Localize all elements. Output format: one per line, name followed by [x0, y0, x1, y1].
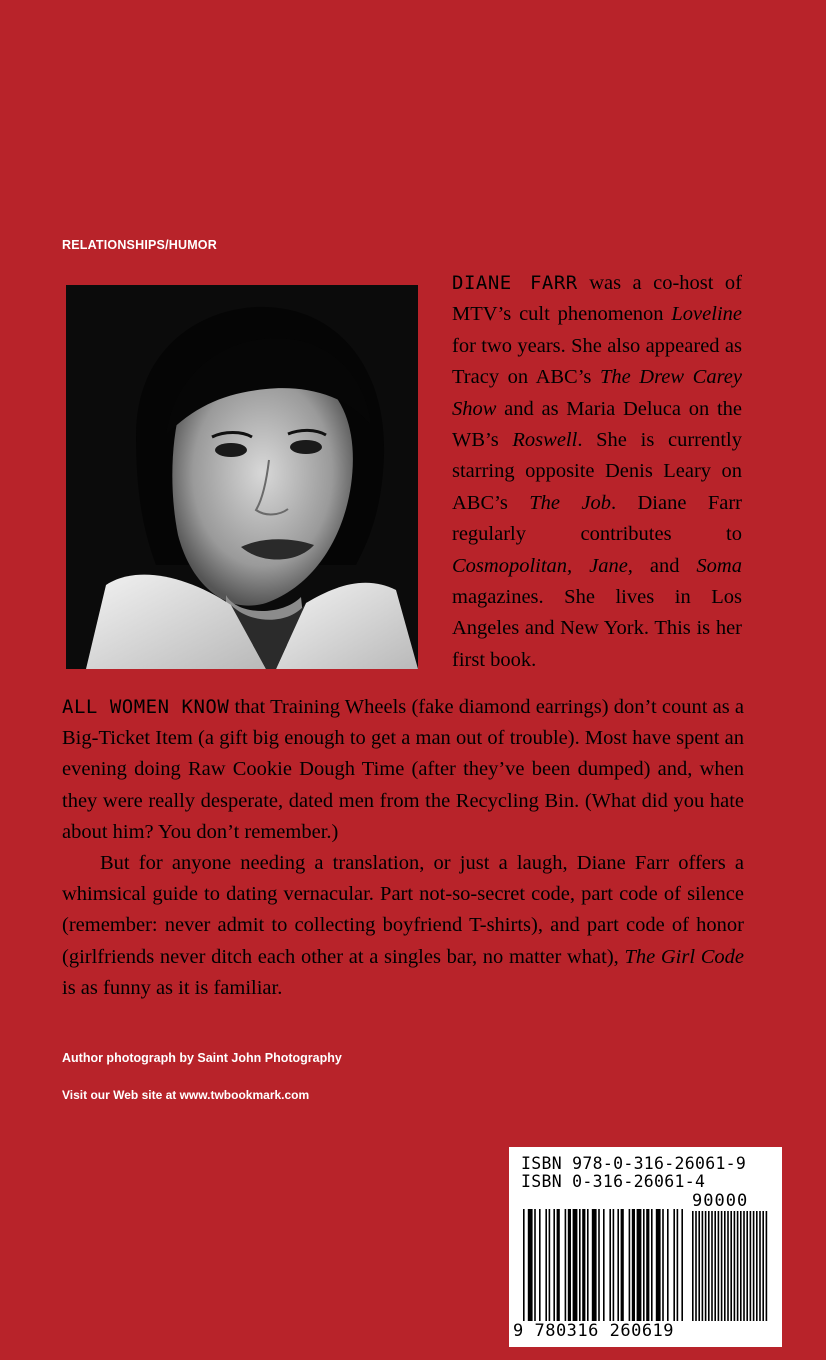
photo-credit: Author photograph by Saint John Photography — [62, 1051, 342, 1065]
bio-segment: for two years. She also appeared as Tracy on ABC’s — [452, 334, 742, 389]
barcode-bar — [609, 1209, 611, 1321]
barcode-bar — [629, 1209, 631, 1321]
bio-segment: Loveline — [671, 303, 742, 326]
bio-segment: magazines. She lives in Los Angeles and New York. This is her first book. — [452, 586, 742, 671]
addon-barcode-bars — [692, 1211, 768, 1321]
isbn-10: ISBN 0-316-26061-4 — [521, 1172, 706, 1191]
description-segment: But for anyone needing a translation, or just a laugh, Diane Farr offers a whimsical guide to dating vernacular. Part not-so-secret code, part code of silence (remember: never admit to collecting boyfriend T-shirts), and part code of honor (girlfriends never ditch each other at a singles bar, no matter what), — [62, 852, 744, 968]
bio-segment: The Drew Carey Show — [452, 366, 742, 420]
bio-segment: and — [632, 554, 697, 577]
barcode-bar — [695, 1211, 697, 1321]
barcode-bar — [582, 1209, 585, 1321]
author-bio-text — [452, 272, 742, 671]
barcode-bar — [528, 1209, 533, 1321]
price-addon-number: 90000 — [692, 1191, 749, 1211]
barcode-bar — [568, 1209, 571, 1321]
ean-number: 9 780316 260619 — [513, 1321, 675, 1341]
description-segment: The Girl Code — [624, 945, 744, 968]
barcode-bar — [523, 1209, 525, 1321]
barcode-bar — [539, 1209, 541, 1321]
barcode-bar — [651, 1209, 653, 1321]
barcode-bar — [632, 1209, 635, 1321]
barcode-bar — [711, 1211, 713, 1321]
barcode-bar — [718, 1211, 720, 1321]
barcode-bar — [667, 1209, 669, 1321]
barcode-bar — [743, 1211, 745, 1321]
barcode-bar — [592, 1209, 597, 1321]
barcode-bar — [643, 1209, 645, 1321]
barcode-bar — [753, 1211, 755, 1321]
author-photo — [66, 285, 418, 669]
bio-segment: and as Maria Deluca on the WB’s — [452, 397, 742, 452]
barcode-bar — [579, 1209, 581, 1321]
barcode-bar — [766, 1211, 768, 1321]
description-text-1: that Training Wheels (fake diamond earrings) don’t count as a Big-Ticket Item (a gift big enough to get a man out of trouble). Most have spent an evening doing Raw Cookie Dough Time (after they’ve been dumped) and, when they were really desperate, dated men from the Recycling Bin. (What did you hate about him? You don’t remember.) — [62, 696, 744, 843]
bio-segment: . She is currently starring opposite Denis Leary on ABC’s — [452, 429, 742, 514]
description-lead: ALL WOMEN KNOW — [62, 696, 230, 718]
barcode-bar — [740, 1211, 742, 1321]
barcode-bar — [734, 1211, 736, 1321]
barcode-bar — [534, 1209, 536, 1321]
barcode-bar — [762, 1211, 764, 1321]
book-description — [62, 692, 744, 1004]
bio-segment: Roswell — [512, 429, 578, 452]
barcode-bar — [702, 1211, 704, 1321]
bio-segment: Cosmopolitan, Jane, — [452, 554, 633, 577]
barcode-bar — [746, 1211, 748, 1321]
barcode-bar — [603, 1209, 605, 1321]
bio-segment: Soma — [696, 554, 742, 577]
barcode-bar — [613, 1209, 615, 1321]
bio-segment: was a co-host of MTV’s cult phenomenon — [452, 272, 743, 326]
barcode-bar — [708, 1211, 710, 1321]
website-link: Visit our Web site at www.twbookmark.com — [62, 1088, 310, 1102]
barcode-bar — [724, 1211, 726, 1321]
barcode-bar — [677, 1209, 679, 1321]
barcode-bar — [705, 1211, 707, 1321]
barcode-bar — [557, 1209, 560, 1321]
barcode-bar — [549, 1209, 551, 1321]
category-label: RELATIONSHIPS/HUMOR — [62, 238, 217, 252]
description-segment: is as funny as it is familiar. — [62, 976, 283, 999]
barcode-bar — [545, 1209, 547, 1321]
barcode-bar — [617, 1209, 619, 1321]
barcode-bar — [621, 1209, 624, 1321]
barcode-bar — [656, 1209, 661, 1321]
barcode-bar — [721, 1211, 723, 1321]
barcode-bar — [573, 1209, 578, 1321]
barcode-bar — [553, 1209, 555, 1321]
barcode-bar — [587, 1209, 589, 1321]
barcode-bar — [730, 1211, 732, 1321]
author-bio — [452, 268, 742, 676]
barcode-bar — [598, 1209, 600, 1321]
author-name: DIANE FARR — [452, 272, 578, 294]
barcode-bar — [637, 1209, 642, 1321]
barcode-bar — [692, 1211, 694, 1321]
ean-barcode-bars — [523, 1209, 683, 1321]
barcode-bar — [698, 1211, 700, 1321]
barcode-bar — [662, 1209, 664, 1321]
barcode-bar — [759, 1211, 761, 1321]
barcode-bar — [727, 1211, 729, 1321]
barcode-bar — [737, 1211, 739, 1321]
isbn-13: ISBN 978-0-316-26061-9 — [521, 1154, 747, 1173]
barcode-bar — [714, 1211, 716, 1321]
barcode-bar — [565, 1209, 567, 1321]
description-paragraph-1 — [62, 692, 744, 848]
bio-segment: The Job — [529, 491, 611, 514]
barcode-bar — [673, 1209, 675, 1321]
barcode-bar — [756, 1211, 758, 1321]
description-paragraph-2 — [62, 848, 744, 1004]
barcode-bar — [681, 1209, 683, 1321]
barcode-bar — [646, 1209, 649, 1321]
barcode — [509, 1147, 782, 1347]
barcode-bar — [750, 1211, 752, 1321]
bio-segment: . Diane Farr regularly contributes to — [452, 491, 742, 546]
